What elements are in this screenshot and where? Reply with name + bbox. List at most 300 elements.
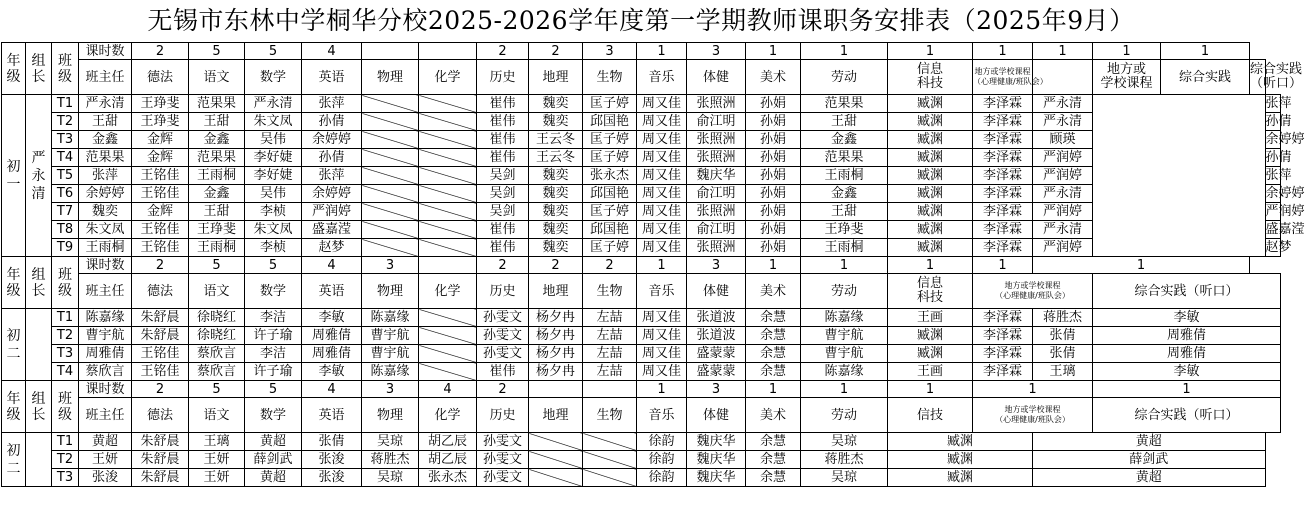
- table-cell: 周又佳: [637, 327, 687, 345]
- table-cell: 张浚: [79, 469, 132, 487]
- column-header: 历史: [477, 60, 529, 95]
- column-header: 化学: [419, 60, 477, 95]
- table-cell: 周雅倩: [79, 345, 132, 363]
- hours-count: 1: [746, 43, 801, 60]
- table-cell: 吴琼: [801, 433, 888, 451]
- table-cell: 王画: [888, 363, 973, 381]
- column-header: 物理: [362, 398, 419, 433]
- table-cell: 魏庆华: [687, 433, 746, 451]
- table-cell: 朱文凤: [245, 221, 302, 239]
- class-cell: T5: [52, 167, 79, 185]
- table-cell: 魏奕: [529, 203, 583, 221]
- page-title: 无锡市东林中学桐华分校2025-2026学年度第一学期教师课职务安排表（2025年9月）: [147, 6, 1135, 35]
- table-cell: 孙雯文: [477, 451, 529, 469]
- table-cell: 吴琼: [801, 469, 888, 487]
- column-header: 英语: [302, 60, 362, 95]
- column-header: 劳动: [801, 60, 888, 95]
- column-header: 数学: [245, 274, 302, 309]
- hours-count: 1: [1033, 43, 1093, 60]
- column-header: 信息 科技: [888, 274, 973, 309]
- column-header: 地方或学校课程 （心理健康/班队会）: [973, 274, 1093, 309]
- class-cell: T1: [52, 309, 79, 327]
- table-cell: [419, 309, 477, 327]
- hours-count: 3: [687, 257, 746, 274]
- column-header: 历史: [477, 398, 529, 433]
- table-cell: 匡子婷: [583, 203, 637, 221]
- hours-count: [419, 257, 477, 274]
- table-cell: 王琤斐: [189, 221, 245, 239]
- table-cell: 王甜: [189, 113, 245, 131]
- table-cell: 张萍: [302, 95, 362, 113]
- hours-count: 1: [801, 381, 888, 398]
- table-cell: 崔伟: [477, 149, 529, 167]
- table-cell: 王铭佳: [132, 239, 189, 257]
- hours-count: 1: [1093, 381, 1281, 398]
- table-cell: 周又佳: [637, 239, 687, 257]
- column-header: 英语: [302, 398, 362, 433]
- table-cell: 胡乙辰: [419, 433, 477, 451]
- table-cell: 孙倩: [1265, 114, 1292, 129]
- table-cell: 李桢: [245, 239, 302, 257]
- table-cell: 范果果: [801, 95, 888, 113]
- table-cell: 张倩: [1033, 327, 1093, 345]
- table-cell: 孙娟: [746, 203, 801, 221]
- column-header: 英语: [302, 274, 362, 309]
- hours-count: 1: [1033, 257, 1250, 274]
- table-cell: 严润婷: [1033, 167, 1093, 185]
- hours-count: [529, 381, 583, 398]
- table-cell: 王铭佳: [132, 221, 189, 239]
- table-cell: 周又佳: [637, 95, 687, 113]
- table-cell: 王雨桐: [189, 239, 245, 257]
- table-cell: 崔伟: [477, 131, 529, 149]
- table-cell: 徐韵: [637, 451, 687, 469]
- table-cell: 曹宇航: [79, 327, 132, 345]
- table-cell: [362, 185, 419, 203]
- table-cell: [419, 185, 477, 203]
- table-cell: 王雨桐: [801, 239, 888, 257]
- table-cell: 张照洲: [687, 95, 746, 113]
- table-cell: 王璃: [1033, 363, 1093, 381]
- table-cell: 金辉: [132, 149, 189, 167]
- class-header: 班 级: [52, 43, 79, 95]
- empty-cell: [1093, 95, 1266, 257]
- hours-label: 课时数: [79, 43, 132, 60]
- table-cell: [419, 149, 477, 167]
- table-cell: [529, 433, 583, 451]
- class-cell: T3: [52, 469, 79, 487]
- hours-count: 2: [529, 43, 583, 60]
- table-cell: 余慧: [746, 469, 801, 487]
- table-cell: 崔伟: [477, 221, 529, 239]
- table-cell: 蒋胜杰: [362, 451, 419, 469]
- table-cell: 孙娟: [746, 149, 801, 167]
- table-cell: 孙雯文: [477, 327, 529, 345]
- table-cell: 孙娟: [746, 131, 801, 149]
- table-cell: 周又佳: [637, 203, 687, 221]
- table-cell: 余婷婷: [1265, 132, 1305, 147]
- table-cell: 孙倩: [1265, 150, 1292, 165]
- table-cell: 朱舒晨: [132, 433, 189, 451]
- column-header: 历史: [477, 274, 529, 309]
- table-cell: 王甜: [801, 203, 888, 221]
- column-header: 地理: [529, 398, 583, 433]
- column-header: 劳动: [801, 398, 888, 433]
- table-cell: 张浚: [302, 451, 362, 469]
- table-cell: 周又佳: [637, 131, 687, 149]
- table-cell: 魏奕: [529, 185, 583, 203]
- column-header: 生物: [583, 60, 637, 95]
- table-cell: 俞江明: [687, 185, 746, 203]
- hours-count: 3: [583, 43, 637, 60]
- table-cell: 严润婷: [1033, 149, 1093, 167]
- table-cell: 左喆: [583, 309, 637, 327]
- column-header: 体健: [687, 274, 746, 309]
- column-header: 美术: [746, 60, 801, 95]
- table-cell: 严永清: [1033, 95, 1093, 113]
- table-cell: 金鑫: [801, 131, 888, 149]
- grade-cell: 初 二: [2, 309, 26, 381]
- hours-count: 1: [1161, 43, 1250, 60]
- table-cell: 孙倩: [302, 113, 362, 131]
- class-cell: T9: [52, 239, 79, 257]
- table-cell: 李好婕: [245, 167, 302, 185]
- hours-count: 2: [529, 257, 583, 274]
- hours-count: 2: [132, 381, 189, 398]
- table-cell: 孙娟: [746, 185, 801, 203]
- table-cell: 臧渊: [888, 327, 973, 345]
- table-cell: 魏奕: [529, 239, 583, 257]
- column-header: 德法: [132, 398, 189, 433]
- table-cell: 李好婕: [245, 149, 302, 167]
- grade-header: 年 级: [2, 257, 26, 309]
- hours-count: 3: [687, 43, 746, 60]
- hours-count: 5: [245, 257, 302, 274]
- table-cell: [419, 203, 477, 221]
- table-cell: 匡子婷: [583, 131, 637, 149]
- hours-count: 1: [888, 381, 973, 398]
- hours-count: 1: [973, 257, 1033, 274]
- table-cell: 曹宇航: [801, 327, 888, 345]
- table-cell: 王妍: [189, 451, 245, 469]
- column-header: 音乐: [637, 398, 687, 433]
- column-header: 地方或 学校课程: [1093, 60, 1161, 95]
- table-cell: [529, 451, 583, 469]
- table-cell: 邱国艳: [583, 113, 637, 131]
- column-header: 体健: [687, 398, 746, 433]
- table-cell: 朱舒晨: [132, 327, 189, 345]
- table-cell: 孙娟: [746, 239, 801, 257]
- table-cell: 薛剑武: [1033, 451, 1266, 469]
- table-cell: 臧渊: [888, 149, 973, 167]
- table-cell: 匡子婷: [583, 95, 637, 113]
- table-cell: 金鑫: [801, 185, 888, 203]
- column-header: 物理: [362, 274, 419, 309]
- schedule-table-body: [2, 43, 1305, 487]
- hours-count: 5: [189, 257, 245, 274]
- table-cell: 李敏: [1093, 309, 1281, 327]
- table-cell: 臧渊: [888, 167, 973, 185]
- table-cell: [583, 469, 637, 487]
- table-cell: 严永清: [1033, 185, 1093, 203]
- group-header: 组 长: [26, 381, 52, 433]
- table-cell: 陈嘉缘: [79, 309, 132, 327]
- table-cell: [362, 149, 419, 167]
- table-cell: 金鑫: [189, 131, 245, 149]
- column-header: 班主任: [79, 274, 132, 309]
- table-cell: 黄超: [1033, 469, 1266, 487]
- table-cell: 臧渊: [888, 451, 1033, 469]
- table-cell: 王雨桐: [189, 167, 245, 185]
- hours-count: 1: [973, 381, 1093, 398]
- table-cell: 严永清: [245, 95, 302, 113]
- hours-count: 4: [302, 381, 362, 398]
- table-cell: 李泽霖: [973, 167, 1033, 185]
- table-cell: 左喆: [583, 363, 637, 381]
- table-cell: 王璃: [189, 433, 245, 451]
- hours-count: [362, 43, 419, 60]
- table-cell: 崔伟: [477, 113, 529, 131]
- hours-label: 课时数: [79, 381, 132, 398]
- table-cell: 李泽霖: [973, 363, 1033, 381]
- table-cell: 蒋胜杰: [1033, 309, 1093, 327]
- table-cell: 张永杰: [583, 167, 637, 185]
- column-header: 体健: [687, 60, 746, 95]
- column-header: 德法: [132, 274, 189, 309]
- table-cell: 魏奕: [529, 95, 583, 113]
- column-header: 语文: [189, 398, 245, 433]
- class-cell: T2: [52, 113, 79, 131]
- group-leader-cell: 严 永 清: [26, 95, 52, 257]
- column-header: 德法: [132, 60, 189, 95]
- table-cell: 严润婷: [302, 203, 362, 221]
- hours-count: 1: [1093, 43, 1161, 60]
- column-header: 地方或学校课程 （心理健康/班队会）: [973, 398, 1093, 433]
- table-cell: 臧渊: [888, 185, 973, 203]
- table-cell: 吴伟: [245, 131, 302, 149]
- hours-count: 2: [477, 257, 529, 274]
- hours-count: 1: [746, 257, 801, 274]
- table-cell: 李泽霖: [973, 131, 1033, 149]
- table-cell: 张道波: [687, 309, 746, 327]
- table-cell: 孙娟: [746, 221, 801, 239]
- table-cell: 邱国艳: [583, 185, 637, 203]
- table-cell: 周又佳: [637, 113, 687, 131]
- table-cell: [419, 327, 477, 345]
- table-cell: 孙雯文: [477, 469, 529, 487]
- table-cell: 李泽霖: [973, 203, 1033, 221]
- table-cell: [362, 131, 419, 149]
- table-cell: 许子瑜: [245, 363, 302, 381]
- hours-count: 5: [189, 43, 245, 60]
- hours-count: [583, 381, 637, 398]
- column-header: 地理: [529, 60, 583, 95]
- table-cell: 吴伟: [245, 185, 302, 203]
- grade-header: 年 级: [2, 43, 26, 95]
- table-cell: 王妍: [189, 469, 245, 487]
- class-cell: T1: [52, 95, 79, 113]
- table-cell: 周雅倩: [302, 327, 362, 345]
- table-cell: 张萍: [79, 167, 132, 185]
- table-cell: 魏奕: [529, 113, 583, 131]
- table-cell: 李洁: [245, 345, 302, 363]
- table-cell: [419, 221, 477, 239]
- table-cell: 李敏: [302, 363, 362, 381]
- table-cell: 孙娟: [746, 167, 801, 185]
- table-cell: 张道波: [687, 327, 746, 345]
- table-cell: 金辉: [132, 131, 189, 149]
- class-cell: T8: [52, 221, 79, 239]
- table-cell: 王琤斐: [801, 221, 888, 239]
- table-cell: 匡子婷: [583, 149, 637, 167]
- table-cell: 金辉: [132, 203, 189, 221]
- table-cell: 黄超: [79, 433, 132, 451]
- table-cell: 邱国艳: [583, 221, 637, 239]
- table-cell: 周雅倩: [1093, 345, 1281, 363]
- table-cell: 吴剑: [477, 203, 529, 221]
- table-cell: 吴琼: [362, 469, 419, 487]
- column-header: 综合实践（听口）: [1093, 274, 1281, 309]
- table-cell: 臧渊: [888, 131, 973, 149]
- grade-cell: 初 一: [2, 95, 26, 257]
- table-cell: 魏奕: [79, 203, 132, 221]
- column-header: 劳动: [801, 274, 888, 309]
- table-cell: 崔伟: [477, 363, 529, 381]
- table-cell: 王甜: [189, 203, 245, 221]
- hours-count: [419, 43, 477, 60]
- table-cell: 曹宇航: [801, 345, 888, 363]
- table-cell: 魏庆华: [687, 167, 746, 185]
- table-cell: 徐晓红: [189, 327, 245, 345]
- class-cell: T3: [52, 345, 79, 363]
- table-cell: 王雨桐: [79, 239, 132, 257]
- table-cell: 臧渊: [888, 239, 973, 257]
- table-cell: 杨夕冉: [529, 309, 583, 327]
- table-cell: 王云冬: [529, 131, 583, 149]
- table-cell: 蔡欣言: [79, 363, 132, 381]
- table-cell: 黄超: [245, 433, 302, 451]
- table-cell: 曹宇航: [362, 345, 419, 363]
- table-cell: 王铭佳: [132, 185, 189, 203]
- column-header: 生物: [583, 274, 637, 309]
- table-cell: 顾瑛: [1033, 131, 1093, 149]
- table-cell: 李泽霖: [973, 95, 1033, 113]
- class-header: 班 级: [52, 257, 79, 309]
- column-header: 地理: [529, 274, 583, 309]
- table-cell: 黄超: [245, 469, 302, 487]
- class-cell: T3: [52, 131, 79, 149]
- table-cell: 王铭佳: [132, 167, 189, 185]
- table-cell: 俞江明: [687, 221, 746, 239]
- table-cell: 孙娟: [746, 113, 801, 131]
- group-leader-cell: [26, 433, 52, 487]
- column-header: 班主任: [79, 398, 132, 433]
- table-cell: 张萍: [1265, 168, 1292, 183]
- column-header: 美术: [746, 274, 801, 309]
- table-cell: 范果果: [801, 149, 888, 167]
- table-cell: 崔伟: [477, 239, 529, 257]
- table-cell: 范果果: [79, 149, 132, 167]
- column-header: 综合实践（听口）: [1093, 398, 1281, 433]
- table-cell: 李泽霖: [973, 345, 1033, 363]
- table-cell: 张照洲: [687, 131, 746, 149]
- column-header: 化学: [419, 274, 477, 309]
- table-cell: 杨夕冉: [529, 363, 583, 381]
- table-cell: 王甜: [801, 113, 888, 131]
- class-header: 班 级: [52, 381, 79, 433]
- table-cell: 蔡欣言: [189, 345, 245, 363]
- grade-cell: 初 二: [2, 433, 26, 487]
- column-header: 化学: [419, 398, 477, 433]
- column-header: 物理: [362, 60, 419, 95]
- table-cell: 余婷婷: [302, 185, 362, 203]
- table-cell: 王琤斐: [132, 95, 189, 113]
- table-cell: [419, 345, 477, 363]
- table-cell: 魏庆华: [687, 451, 746, 469]
- hours-count: 4: [302, 43, 362, 60]
- column-header: 信技: [888, 398, 973, 433]
- table-cell: [419, 113, 477, 131]
- table-cell: 赵梦: [1265, 240, 1292, 255]
- table-cell: 范果果: [189, 95, 245, 113]
- table-cell: 李敏: [302, 309, 362, 327]
- table-cell: 王琤斐: [132, 113, 189, 131]
- table-cell: 李泽霖: [973, 149, 1033, 167]
- table-cell: 张照洲: [687, 203, 746, 221]
- column-header: 综合实践 （听口）: [1250, 60, 1266, 95]
- class-cell: T2: [52, 451, 79, 469]
- table-cell: 盛蒙蒙: [687, 363, 746, 381]
- table-cell: 余慧: [746, 345, 801, 363]
- table-cell: 崔伟: [477, 95, 529, 113]
- table-cell: [529, 469, 583, 487]
- table-cell: 臧渊: [888, 469, 1033, 487]
- table-cell: 周又佳: [637, 221, 687, 239]
- table-cell: [583, 433, 637, 451]
- hours-count: 1: [888, 257, 973, 274]
- column-header: 语文: [189, 60, 245, 95]
- table-cell: 盛嘉滢: [302, 221, 362, 239]
- table-cell: 俞江明: [687, 113, 746, 131]
- column-header: 语文: [189, 274, 245, 309]
- table-cell: 余慧: [746, 363, 801, 381]
- table-cell: 张倩: [302, 433, 362, 451]
- table-cell: 严永清: [1033, 221, 1093, 239]
- table-cell: 朱文凤: [79, 221, 132, 239]
- hours-count: 1: [801, 257, 888, 274]
- table-cell: 王甜: [79, 113, 132, 131]
- column-header: 地方或学校课程 （心理健康/班队会）: [973, 60, 1033, 95]
- table-cell: 周雅倩: [302, 345, 362, 363]
- column-header: 音乐: [637, 60, 687, 95]
- table-cell: 张永杰: [419, 469, 477, 487]
- table-cell: 李泽霖: [973, 113, 1033, 131]
- table-cell: [362, 95, 419, 113]
- table-cell: 张浚: [302, 469, 362, 487]
- class-cell: T2: [52, 327, 79, 345]
- column-header: 美术: [746, 398, 801, 433]
- table-cell: [419, 363, 477, 381]
- table-cell: [419, 131, 477, 149]
- column-header: 生物: [583, 398, 637, 433]
- hours-count: 4: [302, 257, 362, 274]
- table-cell: 周又佳: [637, 185, 687, 203]
- table-cell: 王雨桐: [801, 167, 888, 185]
- table-cell: 魏庆华: [687, 469, 746, 487]
- table-cell: 周又佳: [637, 363, 687, 381]
- table-cell: 臧渊: [888, 221, 973, 239]
- hours-label: 课时数: [79, 257, 132, 274]
